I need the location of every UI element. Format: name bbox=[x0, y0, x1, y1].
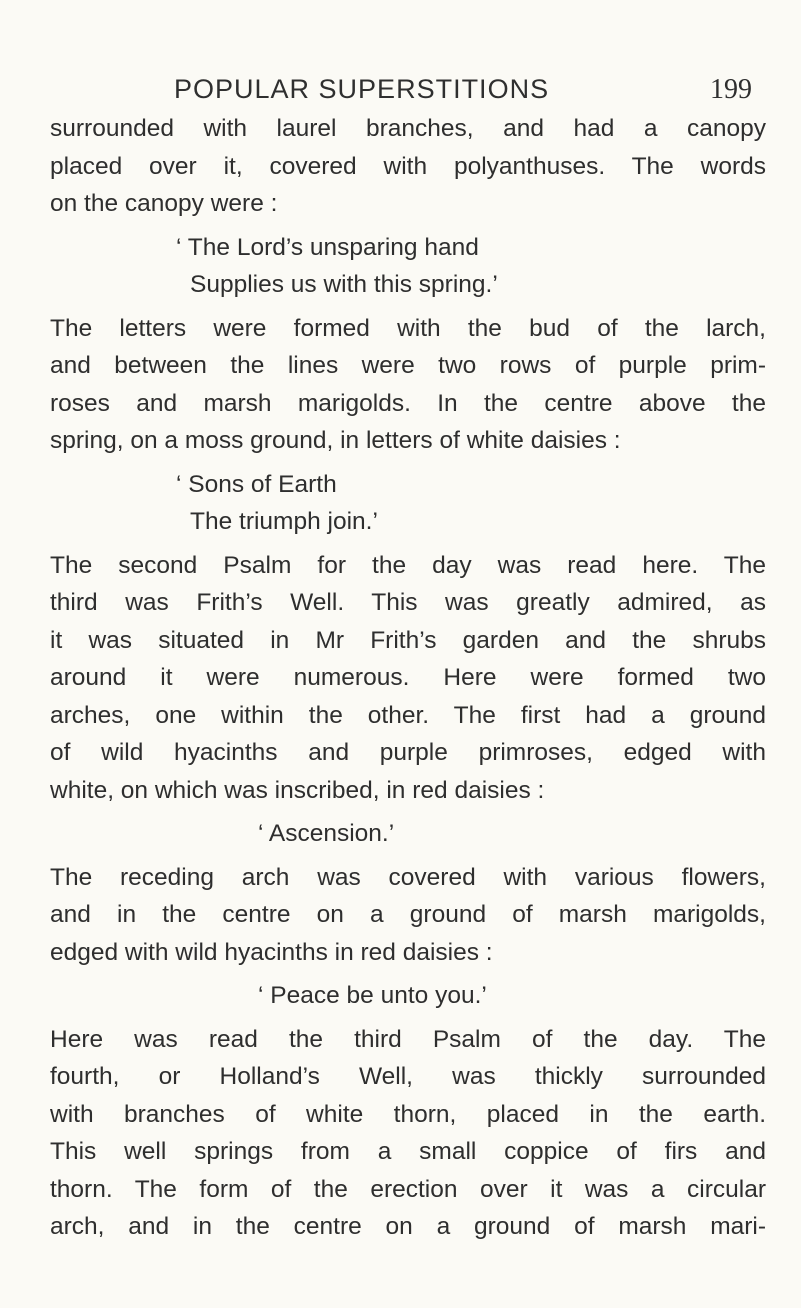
verse-quotation bbox=[50, 977, 766, 1015]
text-line: The second Psalm for the day was read here. The bbox=[50, 551, 766, 579]
text-line: The letters were formed with the bud of the larch, bbox=[50, 314, 766, 342]
book-page bbox=[50, 66, 766, 1246]
text-line: fourth, or Holland’s Well, was thickly surrounded bbox=[50, 1063, 766, 1090]
verse-line: ‘ Peace be unto you.’ bbox=[258, 982, 487, 1009]
page-body bbox=[50, 110, 766, 1246]
text-line: Here was read the third Psalm of the day. The bbox=[50, 1025, 766, 1053]
page-number: 199 bbox=[710, 74, 752, 105]
verse-line: ‘ The Lord’s unsparing hand bbox=[176, 233, 479, 261]
text-line: The receding arch was covered with various flowers, bbox=[50, 863, 766, 891]
verse-quotation bbox=[50, 466, 766, 541]
verse-line: The triumph join.’ bbox=[190, 508, 378, 535]
text-line: roses and marsh marigolds. In the centre above the bbox=[50, 389, 766, 417]
running-title: POPULAR SUPERSTITIONS bbox=[174, 74, 550, 104]
verse-line: ‘ Ascension.’ bbox=[258, 820, 395, 847]
running-head bbox=[50, 66, 766, 110]
text-line: placed over it, covered with polyanthuses. The words bbox=[50, 152, 766, 180]
text-line: surrounded with laurel branches, and had a canopy bbox=[50, 115, 766, 142]
verse-line: Supplies us with this spring.’ bbox=[190, 271, 498, 298]
text-line: it was situated in Mr Frith’s garden and the shrubs bbox=[50, 626, 766, 654]
paragraph bbox=[50, 547, 766, 810]
text-line: arches, one within the other. The first had a ground bbox=[50, 701, 766, 729]
text-line: arch, and in the centre on a ground of marsh mari- bbox=[50, 1213, 766, 1240]
text-line: and in the centre on a ground of marsh marigolds, bbox=[50, 901, 766, 928]
text-line: around it were numerous. Here were formed two bbox=[50, 664, 766, 691]
paragraph bbox=[50, 110, 766, 223]
paragraph bbox=[50, 1021, 766, 1246]
verse-quotation bbox=[50, 815, 766, 853]
paragraph bbox=[50, 859, 766, 972]
text-line: This well springs from a small coppice of firs and bbox=[50, 1138, 766, 1165]
text-line: of wild hyacinths and purple primroses, edged with bbox=[50, 739, 766, 766]
text-line: with branches of white thorn, placed in the earth. bbox=[50, 1100, 766, 1128]
text-line: on the canopy were : bbox=[50, 190, 278, 217]
text-line: white, on which was inscribed, in red daisies : bbox=[50, 776, 545, 804]
paragraph bbox=[50, 310, 766, 460]
verse-line: ‘ Sons of Earth bbox=[176, 470, 337, 498]
text-line: third was Frith’s Well. This was greatly admired, as bbox=[50, 589, 766, 616]
verse-quotation bbox=[50, 229, 766, 304]
text-line: spring, on a moss ground, in letters of white daisies : bbox=[50, 427, 621, 454]
text-line: and between the lines were two rows of purple prim- bbox=[50, 352, 766, 379]
text-line: edged with wild hyacinths in red daisies : bbox=[50, 938, 493, 966]
text-line: thorn. The form of the erection over it was a circular bbox=[50, 1175, 766, 1203]
